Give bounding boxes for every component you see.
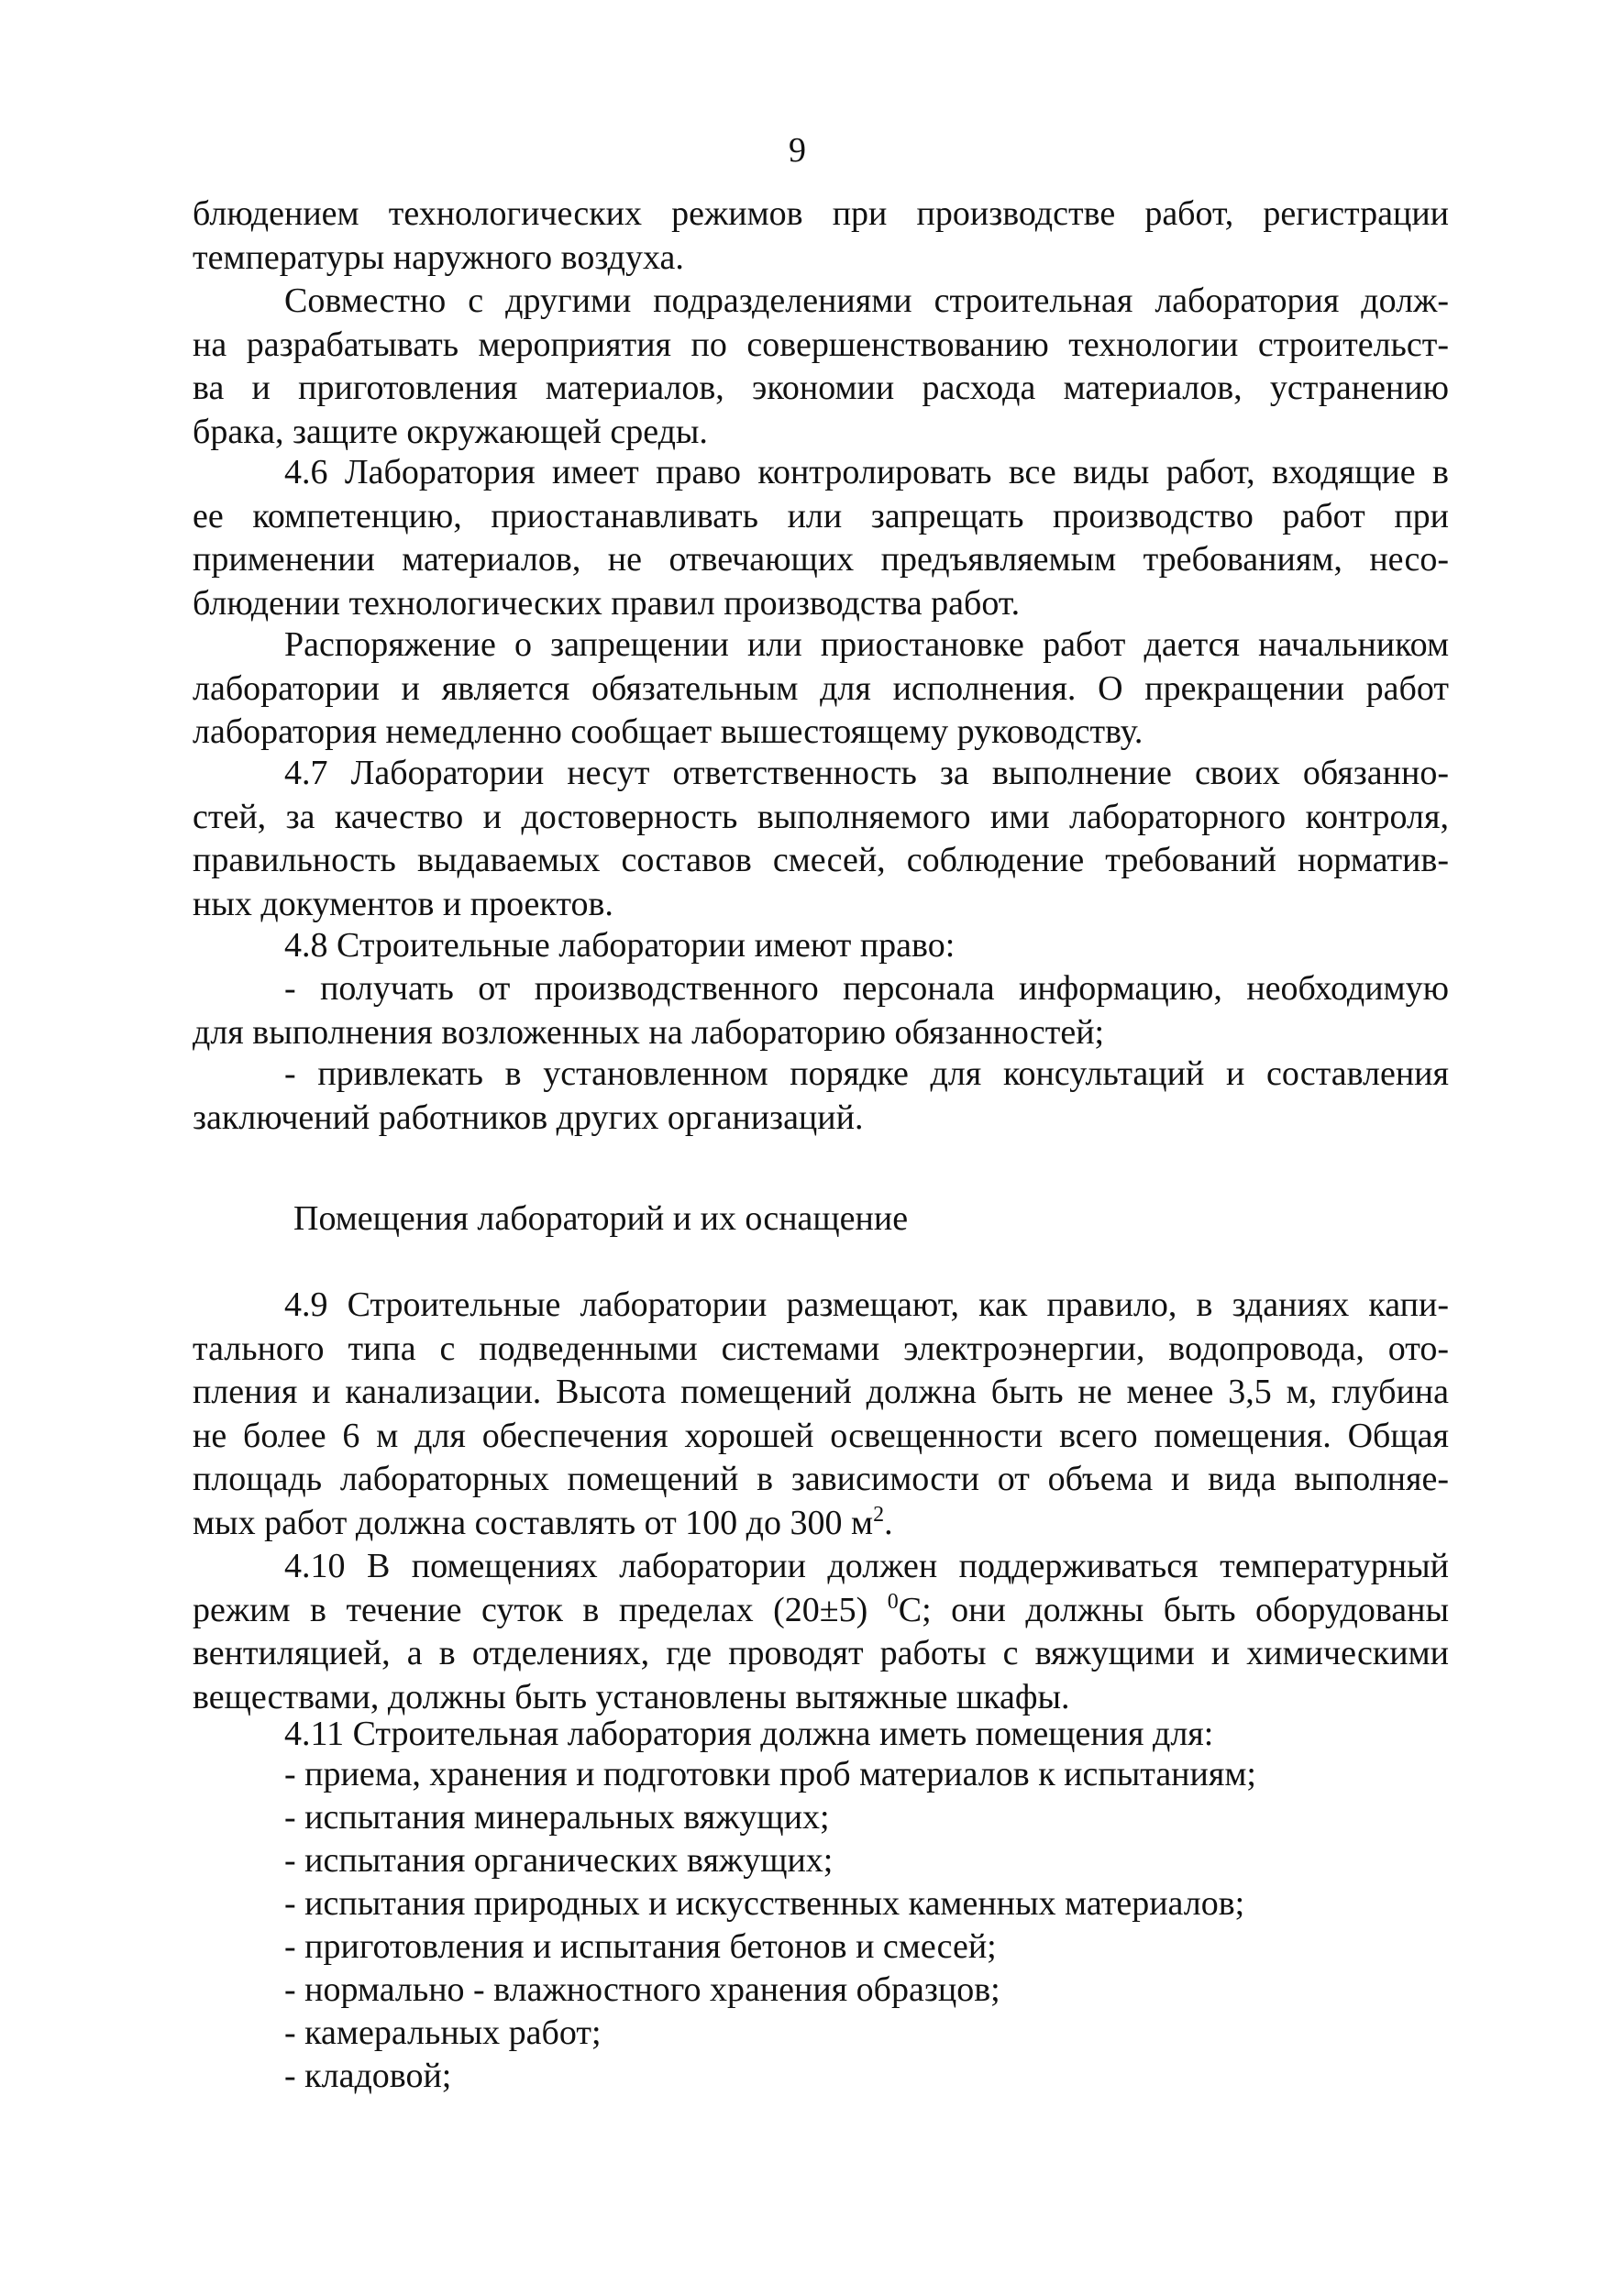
paragraph-continuation [193,193,1449,280]
text-fragment: режим в течение суток в пределах (20±5) [193,1590,888,1629]
paragraph-4-6 [193,451,1449,625]
text-line [193,1502,1449,1546]
list-item: - приема, хранения и подготовки проб материалов к испытаниям; [284,1755,1256,1793]
paragraph-joint-measures [193,280,1449,454]
text-line: для выполнения возложенных на лабораторию обязанностей; [193,1012,1105,1052]
section-heading: Помещения лабораторий и их оснащение [293,1199,909,1238]
text-line: температуры наружного воздуха. [193,237,684,277]
text-line: 4.7 Лаборатории несут ответственность за выполнение своих обязанно- [284,754,1449,792]
rooms-list [284,1753,1256,2098]
text-line: ва и приготовления материалов, экономии расхода материалов, устранению [193,369,1449,407]
text-line: 4.6 Лаборатория имеет право контролировать все виды работ, входящие в [284,453,1449,491]
list-item: - испытания природных и искусственных каменных материалов; [284,1884,1245,1923]
list-item: - испытания органических вяжущих; [284,1841,834,1880]
page-number: 9 [789,131,806,170]
paragraph-4-9 [193,1284,1449,1545]
text-fragment: С; они должны быть оборудованы [898,1590,1449,1629]
list-item: - нормально - влажностного хранения образцов; [284,1970,1000,2009]
text-line: - получать от производственного персонала информацию, необходимую [284,969,1449,1008]
text-line: не более 6 м для обеспечения хорошей освещенности всего помещения. Общая [193,1416,1449,1455]
text-fragment: мых работ должна составлять от 100 до 300 м [193,1503,874,1542]
text-line: на разрабатывать мероприятия по совершенствованию технологии строительст- [193,325,1449,364]
text-line: - привлекать в установленном порядке для консультаций и составления [284,1054,1449,1093]
list-item: - кладовой; [284,2057,452,2095]
text-line: вентиляцией, а в отделениях, где проводят работы с вяжущими и химическими [193,1634,1449,1672]
paragraph-suspension-order [193,623,1449,755]
paragraph-4-10 [193,1545,1449,1719]
text-fragment: . [884,1503,893,1542]
text-line: 4.11 Строительная лаборатория должна иметь помещения для: [284,1715,1214,1753]
paragraph-4-11 [193,1713,1449,1757]
superscript: 0 [887,1589,899,1614]
text-line: брака, защите окружающей среды. [193,412,708,451]
text-line: лаборатория немедленно сообщает вышестоящему руководству. [193,712,1143,751]
paragraph-4-7 [193,752,1449,926]
text-line [193,1589,1449,1633]
list-item: - приготовления и испытания бетонов и смесей; [284,1927,997,1966]
paragraph-4-8 [193,924,1449,968]
paragraph-right-involve-experts [193,1053,1449,1140]
text-line: веществами, должны быть установлены вытяжные шкафы. [193,1677,1070,1716]
text-line: стей, за качество и достоверность выполняемого ими лабораторного контроля, [193,797,1449,836]
text-line: 4.9 Строительные лаборатории размещают, как правило, в зданиях капи- [284,1285,1449,1324]
text-line: блюдении технологических правил производства работ. [193,583,1021,623]
list-item: - испытания минеральных вяжущих; [284,1798,830,1837]
text-line: блюдением технологических режимов при производстве работ, регистрации [193,194,1449,233]
text-line: площадь лабораторных помещений в зависимости от объема и вида выполняе- [193,1460,1449,1498]
text-line: ее компетенцию, приостанавливать или запрещать производство работ при [193,496,1449,535]
text-line: пления и канализации. Высота помещений должна быть не менее 3,5 м, глубина [193,1373,1449,1411]
text-line: лаборатории и является обязательным для исполнения. О прекращении работ [193,668,1449,708]
list-item: - камеральных работ; [284,2014,602,2052]
text-line: 4.10 В помещениях лаборатории должен поддерживаться температурный [284,1547,1449,1585]
text-line: заключений работников других организаций. [193,1098,864,1137]
text-line: применении материалов, не отвечающих предъявляемым требованиям, несо- [193,540,1449,579]
superscript: 2 [873,1502,885,1527]
text-line: Совместно с другими подразделениями строительная лаборатория долж- [284,281,1449,320]
text-line: Распоряжение о запрещении или приостановке работ дается начальником [284,625,1449,664]
text-line: правильность выдаваемых составов смесей, соблюдение требований норматив- [193,841,1449,879]
paragraph-right-obtain-info [193,967,1449,1054]
text-line: тального типа с подведенными системами электроэнергии, водопровода, ото- [193,1329,1449,1368]
text-line: ных документов и проектов. [193,884,613,923]
text-line: 4.8 Строительные лаборатории имеют право: [284,926,956,965]
